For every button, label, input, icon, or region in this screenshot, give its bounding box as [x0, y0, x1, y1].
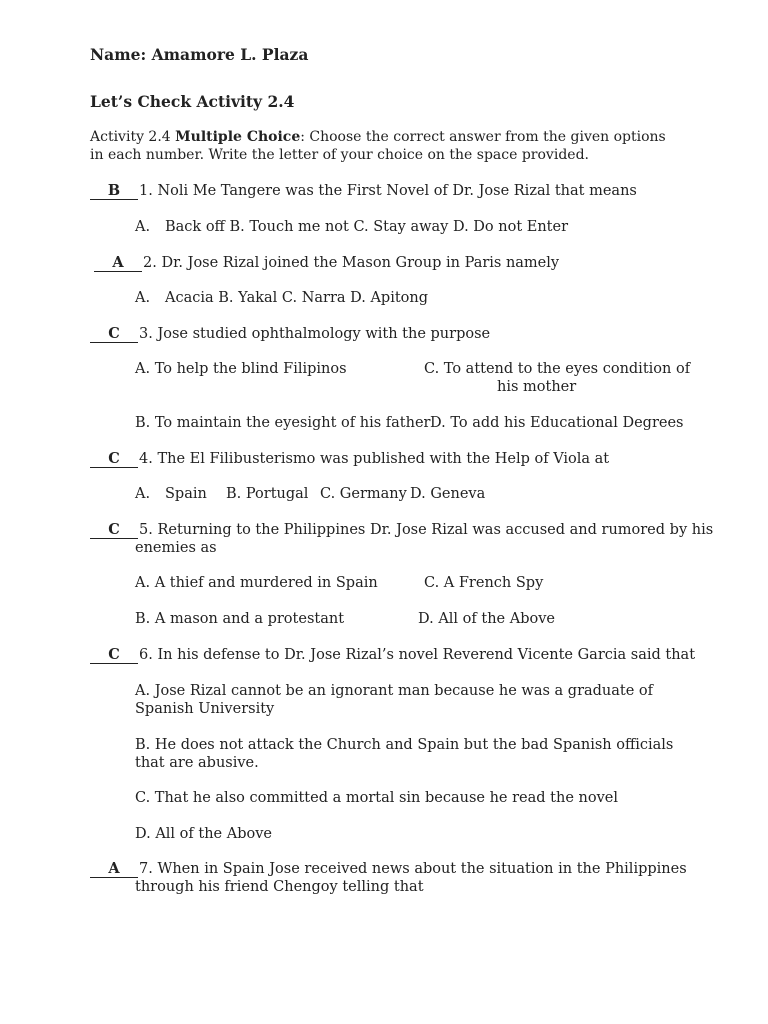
name-label: Name:: [90, 45, 147, 64]
question-4-option-a-letter: A.: [135, 486, 151, 502]
question-7-text-cont: through his friend Chengoy telling that: [135, 879, 424, 895]
question-2-options-text: Acacia B. Yakal C. Narra D. Apitong: [165, 290, 429, 306]
option-letter: A.: [135, 290, 151, 306]
instructions-text: : Choose the correct answer from the given options in each number. Write the letter of your choice on the space provided.: [90, 129, 666, 163]
instructions-bold: Multiple Choice: [175, 129, 301, 145]
answer-blank-5[interactable]: C: [90, 522, 138, 539]
question-2: [94, 254, 559, 272]
question-3-option-b: B. To maintain the eyesight of his father: [135, 415, 431, 431]
question-6-option-d: D. All of the Above: [135, 826, 272, 842]
question-4-option-d: D. Geneva: [410, 486, 486, 502]
question-6-option-c: C. That he also committed a mortal sin because he read the novel: [135, 790, 619, 806]
question-4-option-a: Spain: [165, 486, 207, 502]
option-letter: A.: [135, 219, 151, 235]
student-name-line: [90, 46, 308, 64]
question-5-text: 5. Returning to the Philippines Dr. Jose Rizal was accused and rumored by his: [139, 522, 714, 538]
question-6-option-b: B. He does not attack the Church and Spain but the bad Spanish officials that are abusive.: [135, 737, 674, 771]
question-6: [90, 646, 695, 664]
question-7-text: 7. When in Spain Jose received news about the situation in the Philippines: [139, 861, 687, 877]
question-1-options-text: Back off B. Touch me not C. Stay away D. Do not Enter: [165, 219, 569, 235]
question-3-option-c-cont: his mother: [497, 379, 577, 395]
question-4-text: 4. The El Filibusterismo was published with the Help of Viola at: [139, 451, 610, 467]
question-3-text: 3. Jose studied ophthalmology with the purpose: [139, 326, 491, 342]
question-6-option-a: A. Jose Rizal cannot be an ignorant man because he was a graduate of Spanish University: [135, 683, 654, 717]
question-1-options: [135, 218, 568, 236]
question-4: [90, 450, 609, 468]
answer-blank-2[interactable]: A: [94, 255, 142, 272]
question-4-option-b: B. Portugal: [226, 486, 309, 502]
question-3-option-c: C. To attend to the eyes condition of: [424, 361, 691, 377]
question-5-option-b: B. A mason and a protestant: [135, 611, 345, 627]
question-2-text: 2. Dr. Jose Rizal joined the Mason Group in Paris namely: [143, 255, 560, 271]
activity-title: Let’s Check Activity 2.4: [90, 92, 295, 111]
question-7: [90, 860, 687, 878]
question-5-option-c: C. A French Spy: [424, 575, 544, 591]
answer-blank-1[interactable]: B: [90, 183, 138, 200]
question-3-option-d: D. To add his Educational Degrees: [430, 415, 684, 431]
question-5-text-cont: enemies as: [135, 540, 217, 556]
question-2-options: [135, 289, 428, 307]
name-value: Amamore L. Plaza: [151, 45, 309, 64]
answer-blank-3[interactable]: C: [90, 326, 138, 343]
answer-blank-6[interactable]: C: [90, 647, 138, 664]
question-1: [90, 182, 637, 200]
question-3-option-a: A. To help the blind Filipinos: [135, 361, 347, 377]
instructions-prefix: Activity 2.4: [90, 129, 176, 145]
answer-blank-7[interactable]: A: [90, 861, 138, 878]
question-3: [90, 325, 490, 343]
question-5-option-d: D. All of the Above: [418, 611, 555, 627]
question-5-option-a: A. A thief and murdered in Spain: [135, 575, 378, 591]
instructions: [90, 128, 670, 164]
question-1-text: 1. Noli Me Tangere was the First Novel of Dr. Jose Rizal that means: [139, 183, 637, 199]
question-6-text: 6. In his defense to Dr. Jose Rizal’s novel Reverend Vicente Garcia said that: [139, 647, 696, 663]
answer-blank-4[interactable]: C: [90, 451, 138, 468]
question-4-option-c: C. Germany: [320, 486, 407, 502]
question-5: [90, 521, 713, 539]
